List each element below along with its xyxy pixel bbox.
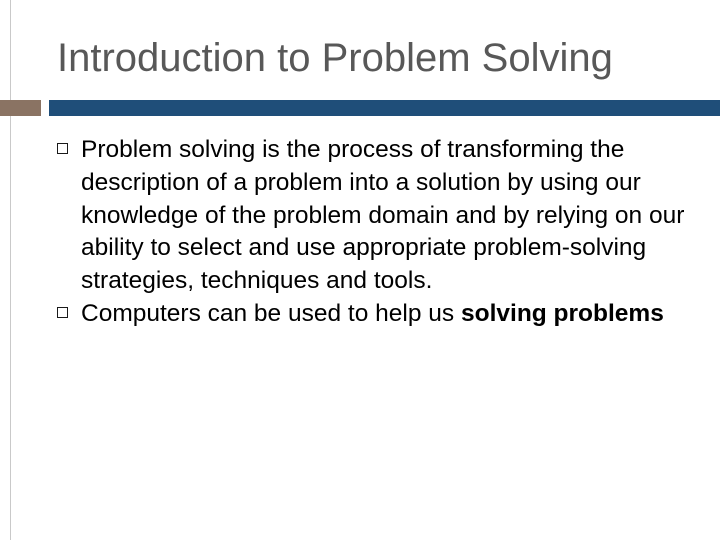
hollow-square-bullet-icon bbox=[57, 143, 68, 154]
bullet-text: Problem solving is the process of transforming the description of a problem into a solution by using our knowledge of the problem domain and by relying on our ability to select and use appropriate problem-solving strategies, techniques and tools. bbox=[81, 136, 685, 295]
title-accent-bar-blue bbox=[49, 100, 720, 116]
bullet-text: Computers can be used to help us bbox=[81, 299, 461, 327]
bullet-emphasis-text: solving problems bbox=[460, 299, 664, 327]
bullet-item-definition bbox=[0, 134, 720, 298]
title-accent-bar-brown bbox=[0, 100, 41, 116]
bullet-item-computers bbox=[0, 298, 720, 331]
bullet-list bbox=[0, 134, 720, 331]
slide-title: Introduction to Problem Solving bbox=[57, 36, 613, 80]
hollow-square-bullet-icon bbox=[57, 307, 68, 318]
